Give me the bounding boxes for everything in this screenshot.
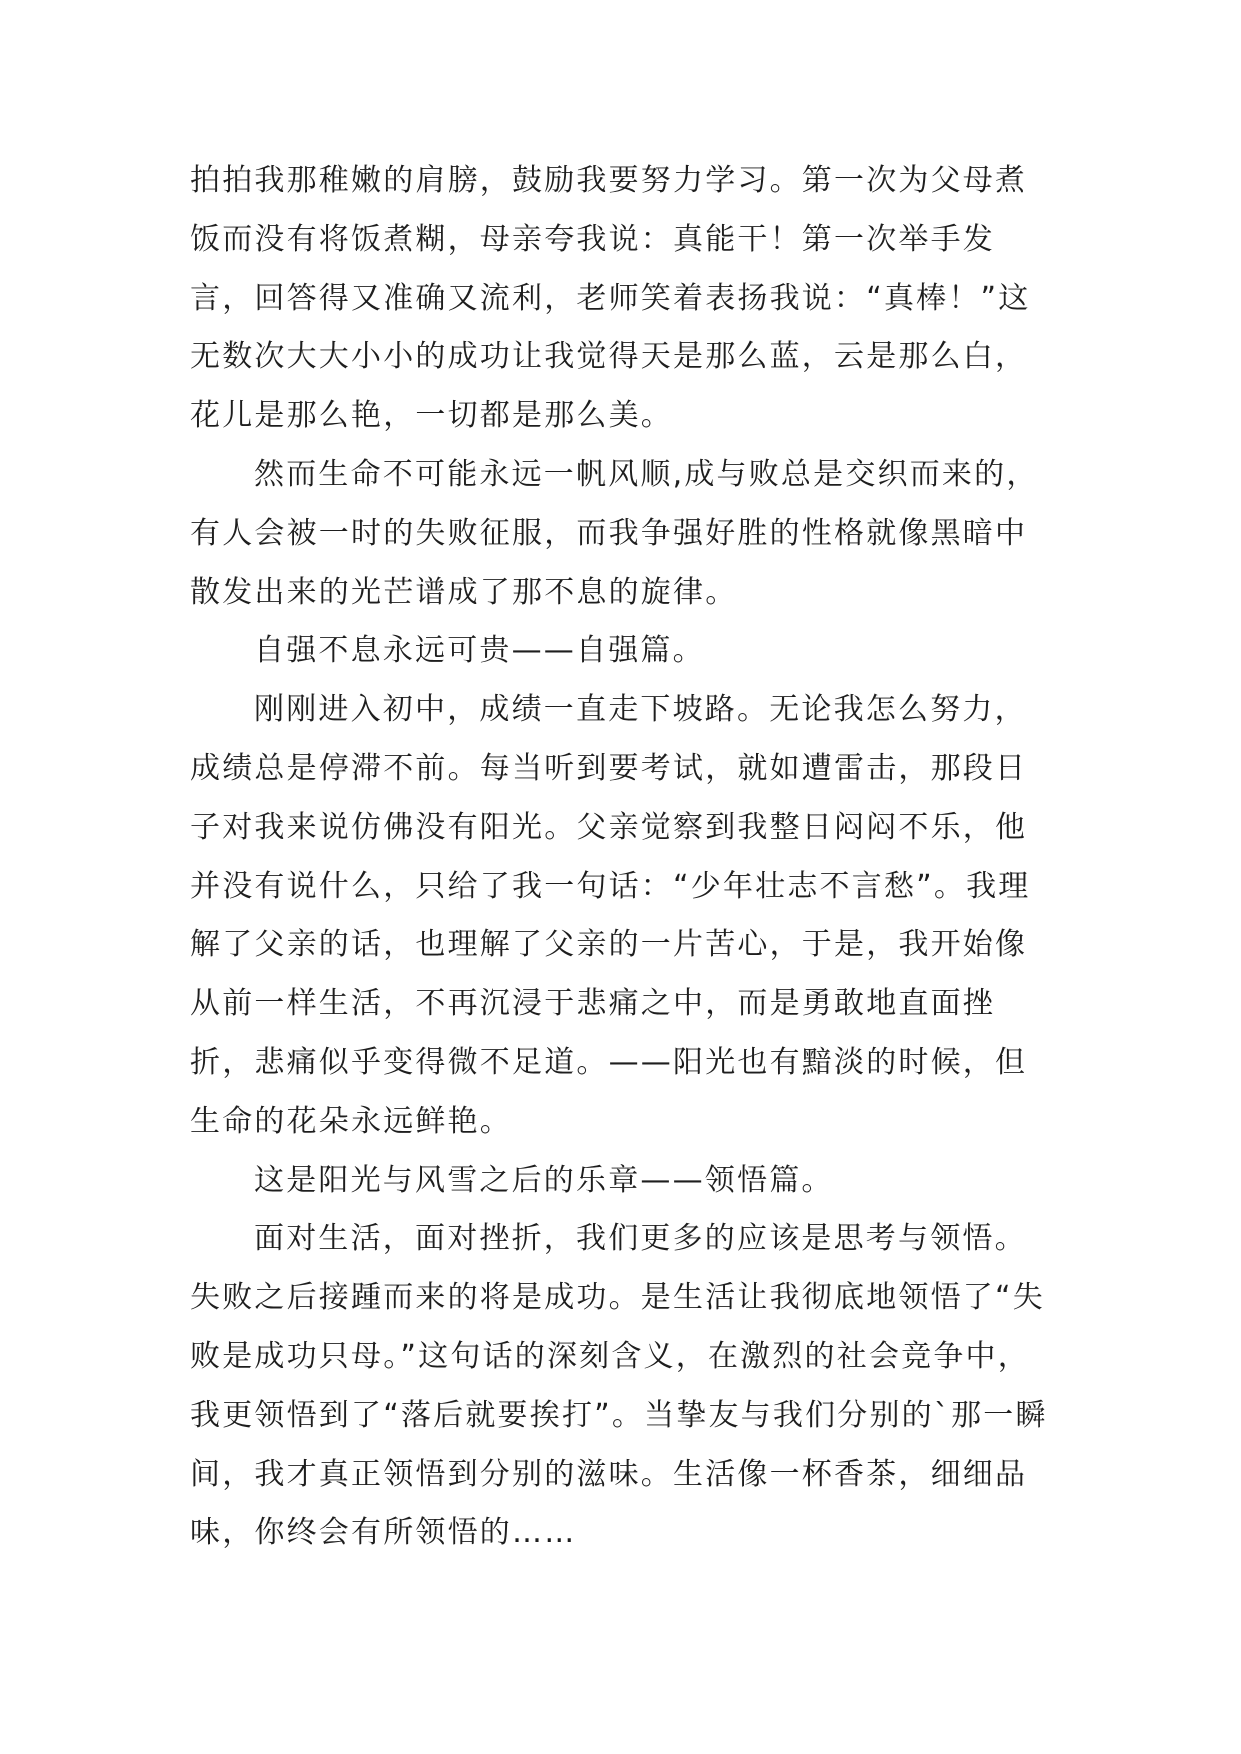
paragraph-6: 面对生活，面对挫折，我们更多的应该是思考与领悟。失败之后接踵而来的将是成功。是生活让我彻底地领悟了“失败是成功只母。”这句话的深刻含义，在激烈的社会竞争中，我更领悟到了“落后就要挨打”。当挚友与我们分别的`那一瞬间，我才真正领悟到分别的滋味。生活像一杯香茶，细细品味，你终会有所领悟的…… [190, 1221, 1048, 1551]
paragraph-4: 刚刚进入初中，成绩一直走下坡路。无论我怎么努力，成绩总是停滞不前。每当听到要考试，就如遭雷击，那段日子对我来说仿佛没有阳光。父亲觉察到我整日闷闷不乐，他并没有说什么，只给了我一句话：“少年壮志不言愁”。我理解了父亲的话，也理解了父亲的一片苦心，于是，我开始像从前一样生活，不再沉浸于悲痛之中，而是勇敢地直面挫折，悲痛似乎变得微不足道。——阳光也有黯淡的时候，但生命的花朵永远鲜艳。 [190, 692, 1031, 1139]
paragraph-3: 自强不息永远可贵——自强篇。 [254, 633, 705, 669]
paragraph-2: 然而生命不可能永远一帆风顺,成与败总是交织而来的，有人会被一时的失败征服，而我争强好胜的性格就像黑暗中散发出来的光芒谱成了那不息的旋律。 [190, 456, 1039, 610]
paragraph-1: 拍拍我那稚嫩的肩膀，鼓励我要努力学习。第一次为父母煮饭而没有将饭煮糊，母亲夸我说：真能干！第一次举手发言，回答得又准确又流利，老师笑着表扬我说：“真棒！”这无数次大大小小的成功让我觉得天是那么蓝，云是那么白，花儿是那么艳，一切都是那么美。 [190, 163, 1031, 434]
document-body [190, 152, 1052, 1563]
paragraph-5: 这是阳光与风雪之后的乐章——领悟篇。 [254, 1162, 834, 1198]
